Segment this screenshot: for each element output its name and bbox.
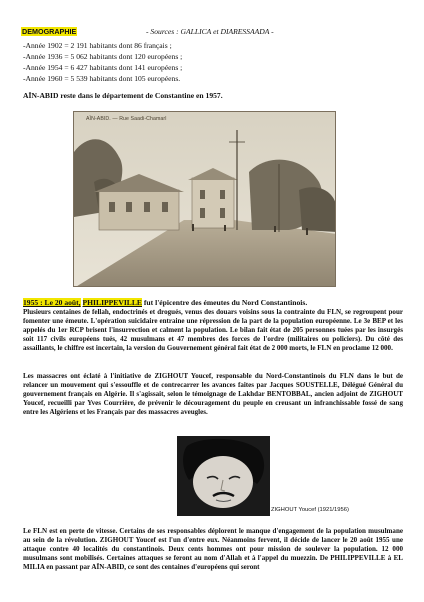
article-paragraph: Le FLN est en perte de vitesse. Certains de ses responsables déplorent le manque d'engagement de la population musulmane au sein de la révolution. ZIGHOUT Youcef est l'un d'entre eux. Néanmoins fervent, il décide de lancer le 20 août 1955 une attaque contre 40 localités du constantinois. Deux cents hommes ont pour mission de soulever la population. 12 000 musulmans sont mobilisés. Certaines attaques se feront au nom d'Allah et à l'appel du muezzin. De PHILIPPEVILLE à EL MILIA en passant par AÏN-ABID, ce sont des centaines d'européens qui seront	[23, 527, 403, 571]
street-photograph	[73, 111, 336, 287]
population-stat: -Année 1936 = 5 062 habitants dont 120 européens ;	[23, 52, 183, 61]
street-photograph-image	[74, 112, 336, 287]
article-paragraph: Les massacres ont éclaté à l'initiative de ZIGHOUT Youcef, responsable du Nord-Constantinois du FLN dans le but de relancer un mouvement qui s'essouffle et de contrecarrer les avances faites par Jacques SOUSTELLE, Délégué Général du gouvernement français en Algérie. Il s'agissait, selon le témoignage de Lakhdar BENTOBBAL, ancien adjoint de ZIGHOUT Youcef, recueilli par Yves Courrière, de prévenir le découragement du peuple en creusant un infranchissable fossé de sang entre les Algériens et les Français par des massacres aveugles.	[23, 372, 403, 416]
photo-caption: AÏN-ABID. — Rue Saadi-Chamarl	[86, 116, 167, 122]
event-heading	[23, 298, 307, 307]
population-stat: -Année 1954 = 6 427 habitants dont 141 européens ;	[23, 63, 183, 72]
event-description: fut l'épicentre des émeutes du Nord Constantinois.	[142, 298, 308, 307]
event-date: 1955 : Le 20 août,	[23, 298, 81, 307]
page-title: DEMOGRAPHIE	[22, 27, 77, 36]
portrait-image	[177, 436, 270, 516]
portrait-photograph	[177, 436, 270, 516]
sources-line: - Sources : GALLICA et DIARESSAADA -	[146, 27, 274, 36]
population-stat: -Année 1902 = 2 191 habitants dont 86 français ;	[23, 41, 172, 50]
portrait-caption: ZIGHOUT Youcef (1921/1956)	[271, 507, 349, 513]
event-city: PHILIPPEVILLE	[82, 298, 142, 307]
department-note: AÏN-ABID reste dans le département de Constantine en 1957.	[23, 91, 223, 100]
article-paragraph: Plusieurs centaines de fellah, endoctrinés et drogués, venus des douars voisins sous la contrainte du FLN, se regroupent pour fomenter une émeute. L'opération suicidaire entraine une répression de la part de la population européenne. Le 3e BEP et les appelés du 1er RCP brisent l'insurrection et calment la population. Le bilan fait état de 205 personnes tuées par les insurgés soit 117 civils européens tués, 42 musulmans et 47 membres des forces de l'ordre (militaires ou policiers). Du côté des assaillants, le chiffre est incertain, la version du Gouvernement général fait état de 2 000 morts, le FLN en proclame 12 000.	[23, 308, 403, 352]
population-stat: -Année 1960 = 5 539 habitants dont 105 européens.	[23, 74, 181, 83]
